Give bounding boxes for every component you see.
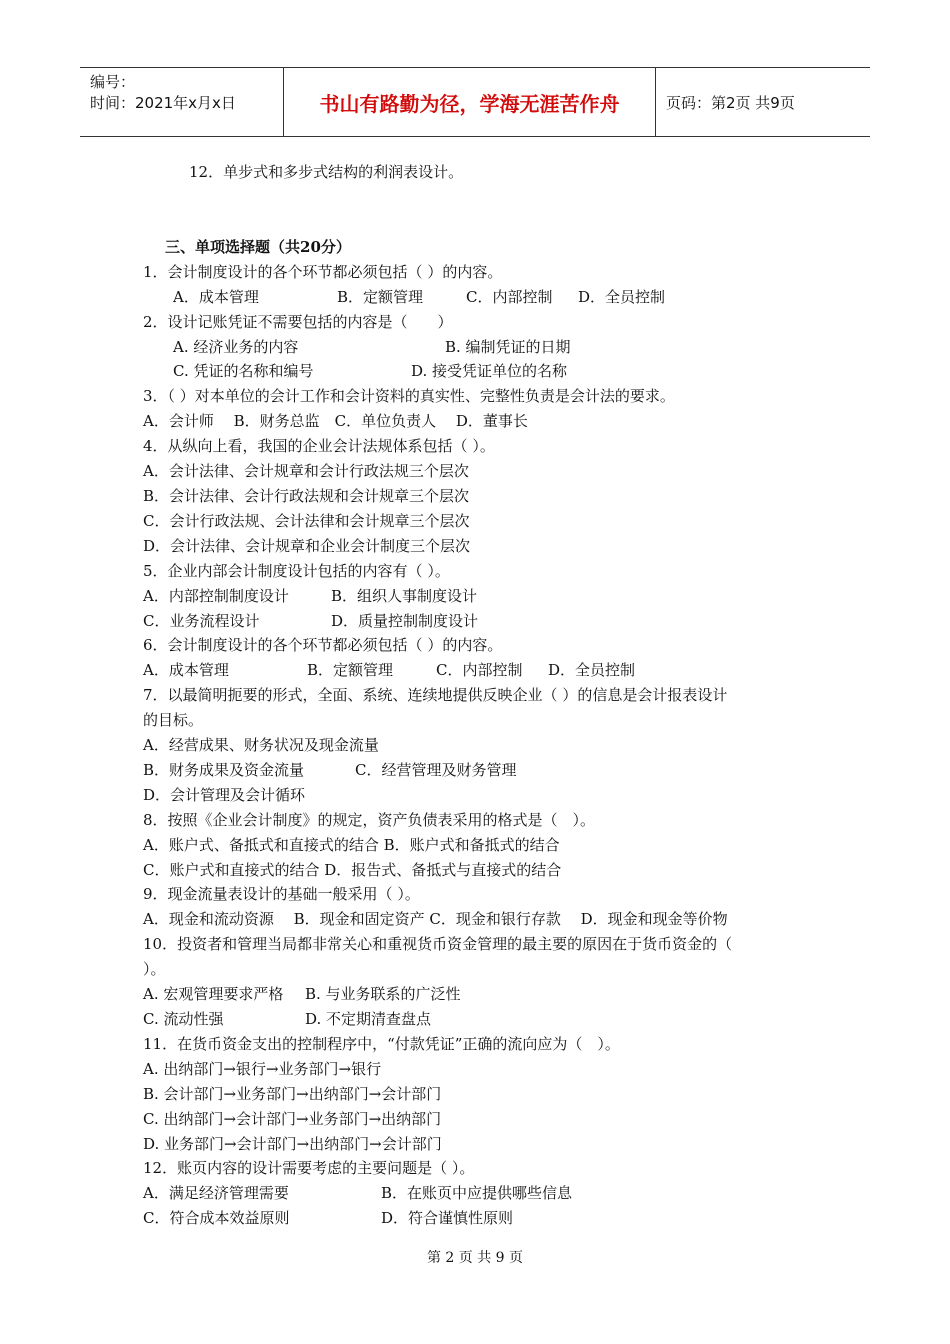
option: A．经营成果、财务状况及现金流量 bbox=[143, 736, 379, 755]
option: C．业务流程设计 bbox=[143, 611, 260, 630]
question-8: 8．按照《企业会计制度》的规定，资产负债表采用的格式是（ ）。 bbox=[143, 810, 596, 829]
question-11: 11．在货币资金支出的控制程序中，“付款凭证”正确的流向应为（ ）。 bbox=[143, 1034, 620, 1053]
option: B．组织人事制度设计 bbox=[331, 586, 478, 605]
option: C．符合成本效益原则 bbox=[143, 1209, 290, 1228]
option: C．经营管理及财务管理 bbox=[355, 760, 517, 779]
option: B．财务成果及资金流量 bbox=[143, 760, 305, 779]
document-date-label: 时间：2021年x月x日 bbox=[90, 94, 236, 112]
section-title: 三、单项选择题（共20分） bbox=[165, 237, 351, 256]
document-number-label: 编号： bbox=[90, 73, 136, 91]
option: D．会计法律、会计规章和企业会计制度三个层次 bbox=[143, 536, 471, 555]
option: D．全员控制 bbox=[578, 287, 666, 306]
header-info bbox=[80, 68, 283, 136]
option: A．成本管理 bbox=[143, 661, 229, 680]
question-2-options-row1 bbox=[143, 335, 823, 360]
option: C. 出纳部门→会计部门→业务部门→出纳部门 bbox=[143, 1109, 442, 1128]
question-2: 2．设计记账凭证不需要包括的内容是（ ） bbox=[143, 312, 453, 331]
page-footer: 第 2 页 共 9 页 bbox=[426, 1250, 524, 1266]
option: C. 凭证的名称和编号 bbox=[173, 362, 314, 381]
header-page-number: 页码：第2页 共9页 bbox=[666, 93, 795, 112]
question-3: 3．（ ）对本单位的会计工作和会计资料的真实性、完整性负责是会计法的要求。 bbox=[143, 387, 675, 406]
option: B. 与业务联系的广泛性 bbox=[305, 985, 461, 1004]
header-motto: 书山有路勤为径，学海无涯苦作舟 bbox=[283, 68, 656, 136]
option: A．账户式、备抵式和直接式的结合 B．账户式和备抵式的结合 bbox=[143, 835, 560, 854]
option: D．符合谨慎性原则 bbox=[381, 1209, 514, 1228]
option: D．全员控制 bbox=[548, 661, 636, 680]
option: B．会计法律、会计行政法规和会计规章三个层次 bbox=[143, 486, 470, 505]
question-7-options-row2 bbox=[143, 758, 823, 783]
question-2-options-row2 bbox=[143, 359, 823, 384]
question-10-options-row2 bbox=[143, 1007, 823, 1032]
question-3-options: A．会计师 B．财务总监 C．单位负责人 D．董事长 bbox=[143, 412, 528, 431]
option: B．在账页中应提供哪些信息 bbox=[381, 1184, 573, 1203]
option: A. 宏观管理要求严格 bbox=[143, 985, 284, 1004]
option: D. 不定期清查盘点 bbox=[305, 1010, 432, 1028]
question-9: 9．现金流量表设计的基础一般采用（ ）。 bbox=[143, 885, 420, 904]
page-header bbox=[80, 67, 870, 137]
option: D．会计管理及会计循环 bbox=[143, 785, 306, 804]
option: B．定额管理 bbox=[337, 287, 424, 306]
question-9-options: A．现金和流动资源 B．现金和固定资产 C．现金和银行存款 D．现金和现金等价物 bbox=[143, 910, 728, 929]
option: C．内部控制 bbox=[466, 287, 553, 306]
option: A．会计法律、会计规章和会计行政法规三个层次 bbox=[143, 462, 469, 481]
question-12-options-row1 bbox=[143, 1181, 823, 1206]
option: A．内部控制制度设计 bbox=[143, 586, 289, 605]
option: D. 业务部门→会计部门→出纳部门→会计部门 bbox=[143, 1134, 442, 1153]
option: B. 会计部门→业务部门→出纳部门→会计部门 bbox=[143, 1084, 442, 1103]
option: D．质量控制制度设计 bbox=[331, 611, 479, 630]
option: B．定额管理 bbox=[307, 661, 394, 680]
question-7: 7．以最简明扼要的形式，全面、系统、连续地提供反映企业（ ）的信息是会计报表设计 bbox=[143, 686, 728, 705]
option: A．满足经济管理需要 bbox=[143, 1184, 289, 1203]
option: A．成本管理 bbox=[173, 287, 259, 306]
question-12-options-row2 bbox=[143, 1206, 823, 1231]
question-1-options bbox=[143, 285, 823, 310]
intro-item: 12．单步式和多步式结构的利润表设计。 bbox=[189, 163, 464, 181]
option: B. 编制凭证的日期 bbox=[445, 337, 571, 356]
option: C. 流动性强 bbox=[143, 1010, 224, 1028]
question-5-options-row2 bbox=[143, 609, 823, 634]
question-10-continued: ）。 bbox=[143, 960, 166, 979]
question-7-continued: 的目标。 bbox=[143, 711, 204, 730]
option: A. 经济业务的内容 bbox=[173, 337, 299, 356]
question-1: 1．会计制度设计的各个环节都必须包括（ ）的内容。 bbox=[143, 262, 503, 281]
question-10-options-row1 bbox=[143, 982, 823, 1007]
question-5-options-row1 bbox=[143, 584, 823, 609]
option: A. 出纳部门→银行→业务部门→银行 bbox=[143, 1059, 382, 1078]
option: D. 接受凭证单位的名称 bbox=[411, 362, 568, 381]
document-body bbox=[143, 160, 823, 1231]
question-12: 12．账页内容的设计需要考虑的主要问题是（ ）。 bbox=[143, 1159, 475, 1178]
question-6: 6．会计制度设计的各个环节都必须包括（ ）的内容。 bbox=[143, 636, 503, 655]
question-5: 5．企业内部会计制度设计包括的内容有（ ）。 bbox=[143, 561, 450, 580]
option: C．会计行政法规、会计法律和会计规章三个层次 bbox=[143, 511, 470, 530]
question-4: 4．从纵向上看，我国的企业会计法规体系包括（ ）。 bbox=[143, 437, 495, 456]
question-10: 10．投资者和管理当局都非常关心和重视货币资金管理的最主要的原因在于货币资金的（ bbox=[143, 935, 733, 954]
option: C．内部控制 bbox=[436, 661, 523, 680]
option: C．账户式和直接式的结合 D．报告式、备抵式与直接式的结合 bbox=[143, 860, 562, 879]
question-6-options bbox=[143, 658, 823, 683]
